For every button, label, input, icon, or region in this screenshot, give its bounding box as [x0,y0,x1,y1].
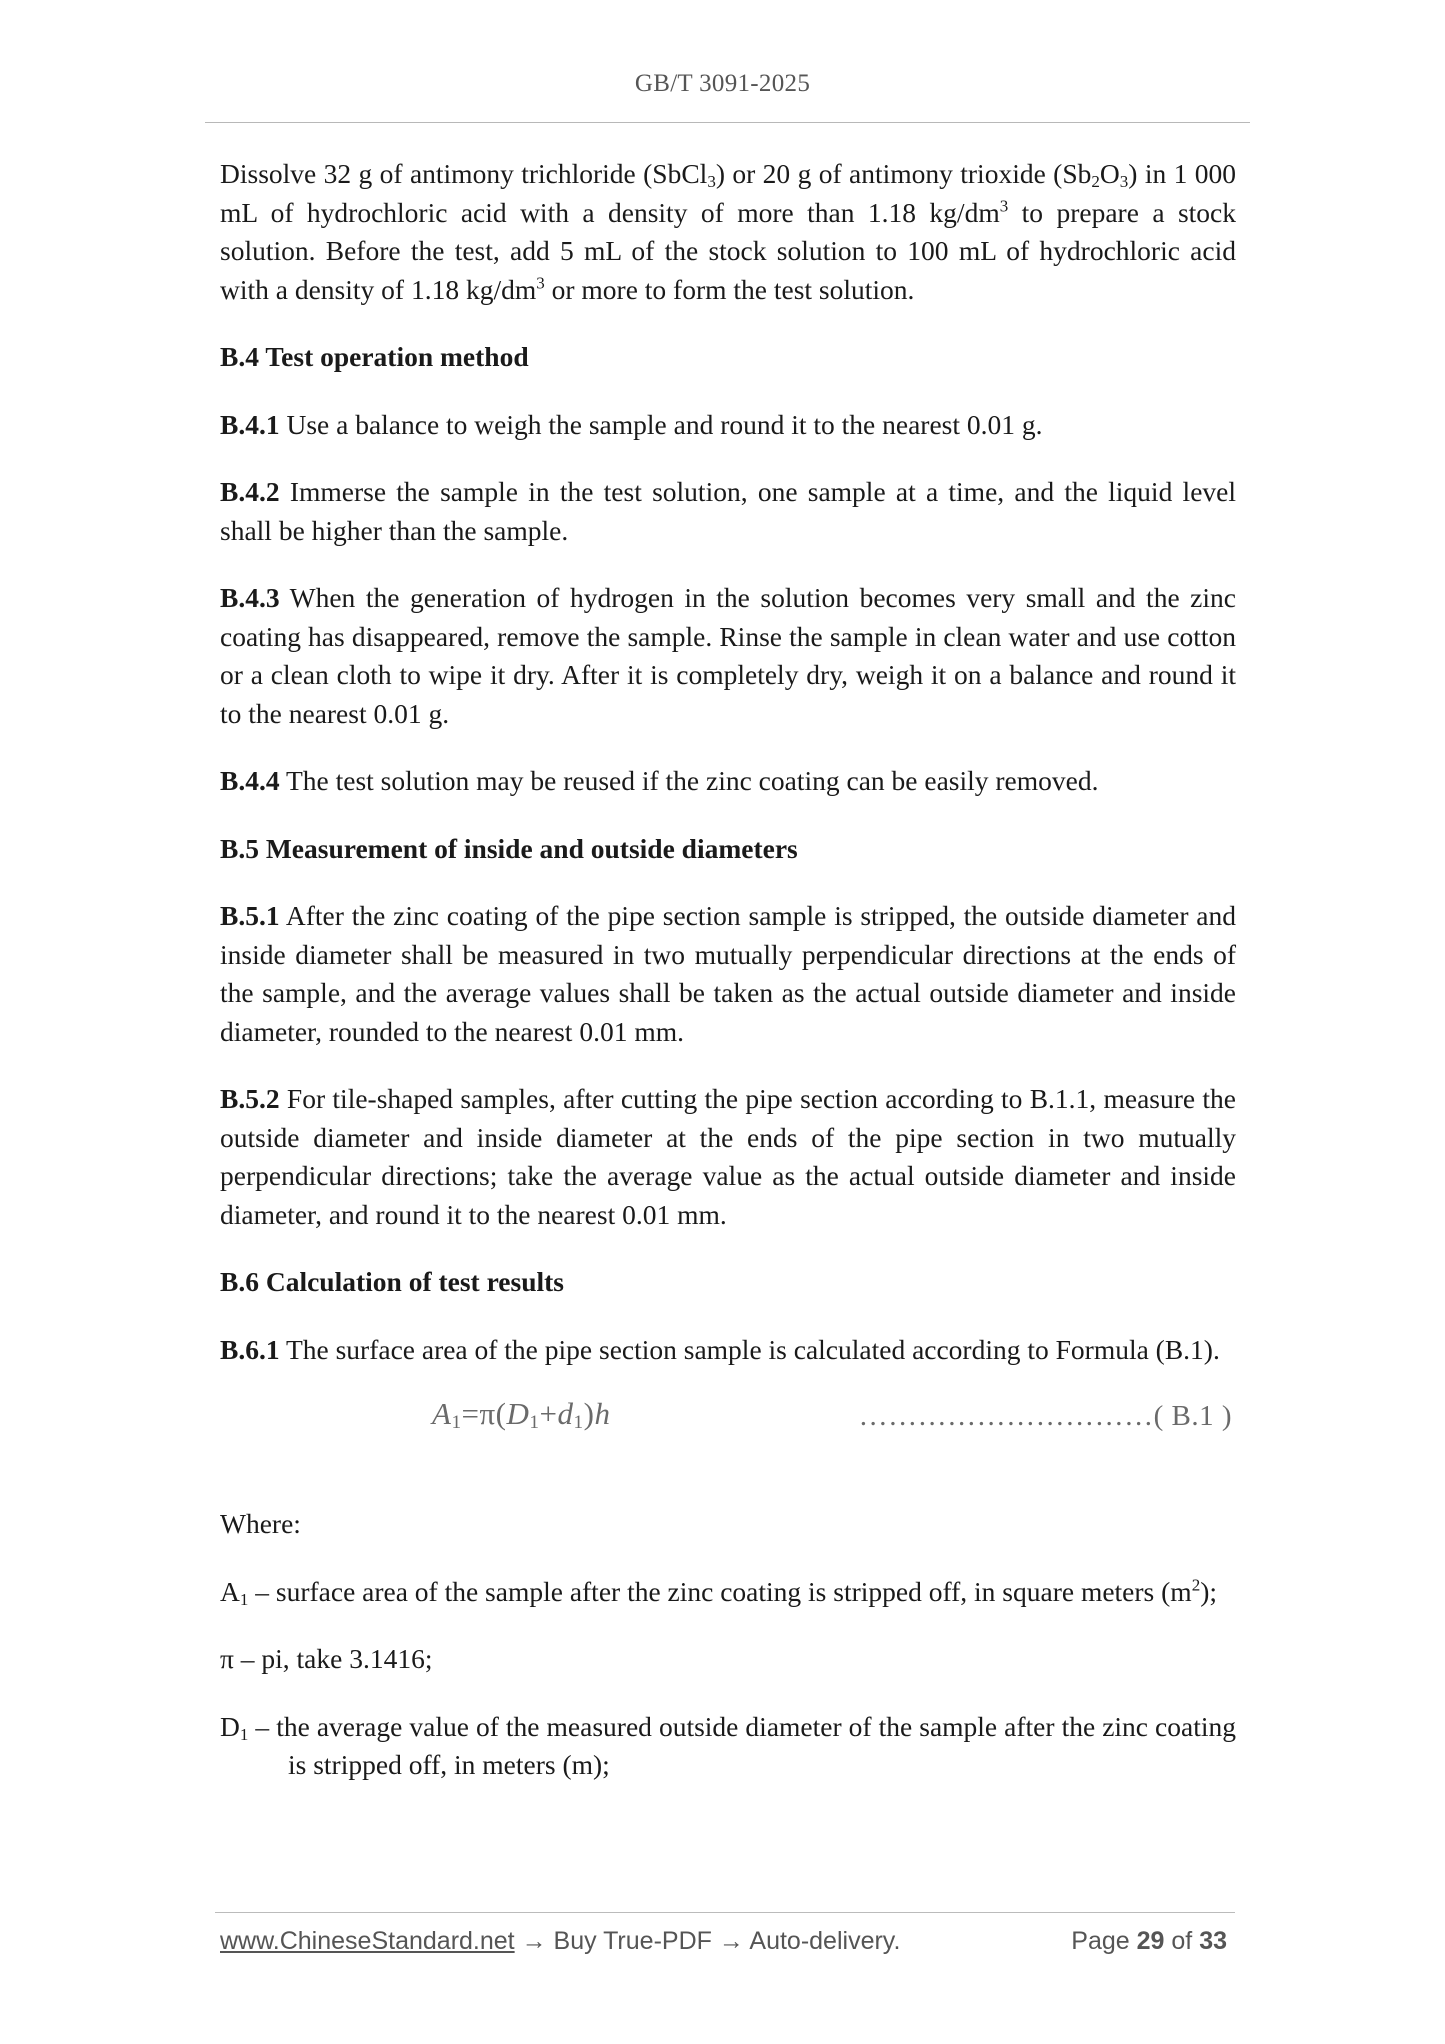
formula-symbol: h [594,1396,611,1431]
text-run: to prepare a stock solution. Before the test, add 5 mL of the stock solution to 100 mL of hydrochloric acid with a density of 1.18 kg/dm [220,196,1236,305]
definition-text: – the average value of the measured outside diameter of the sample after the zinc coating is stripped off, in meters (m); [248,1710,1236,1780]
formula-expression [432,1395,610,1434]
superscript: 3 [536,272,545,292]
clause-number: B.6.1 [220,1333,280,1365]
text-run: Dissolve 32 g of antimony trichloride (SbCl [220,158,708,189]
footer-promo-text: → Buy True-PDF → Auto-delivery. [514,1927,901,1955]
definition-pi: π – pi, take 3.1416; [220,1643,433,1674]
subscript: 3 [707,171,716,191]
of-label: of [1164,1927,1200,1955]
subscript: 3 [1119,171,1129,191]
text-run: O [1099,158,1120,189]
definition-symbol: A [220,1575,240,1607]
footer-promo [220,1927,900,1956]
clause-b4-1 [220,406,1236,445]
subscript: 1 [239,1724,249,1744]
clause-b4-3 [220,579,1236,733]
definition-text: – surface area of the sample after the zinc coating is stripped off, in square meters (m [248,1575,1192,1607]
formula-symbol: A [432,1396,452,1431]
clause-text: The test solution may be reused if the zinc coating can be easily removed. [279,765,1099,796]
page-number [1071,1927,1227,1956]
definition-symbol: D [220,1710,240,1742]
where-label: Where: [220,1508,301,1539]
clause-text: Use a balance to weigh the sample and round it to the nearest 0.01 g. [279,408,1043,440]
current-page: 29 [1136,1927,1165,1955]
clause-b4-2 [220,473,1236,550]
definition-a1 [220,1573,1236,1612]
formula-subscript: 1 [451,1412,462,1434]
definition-text: ); [1200,1575,1218,1607]
footer-divider [215,1912,1235,1913]
page-header-standard-id: GB/T 3091-2025 [634,70,811,97]
section-heading-b4: B.4 Test operation method [220,341,529,372]
text-run: ) or 20 g of antimony trioxide (Sb [715,158,1092,189]
clause-text: After the zinc coating of the pipe section sample is stripped, the outside diameter and inside diameter shall be measured in two mutually perpendicular directions at the ends of the sample, and the average values shall be taken as the actual outside diameter and inside diameter, rounded to the nearest 0.01 mm. [220,900,1236,1047]
formula-reference-number: …………………………( B.1 ) [858,1400,1232,1432]
document-body [220,155,1236,1814]
formula-subscript: 1 [529,1412,540,1434]
clause-b4-4 [220,762,1236,801]
subscript: 2 [1091,171,1100,191]
clause-text: The surface area of the pipe section sample is calculated according to Formula (B.1). [279,1333,1220,1365]
formula-symbol: d [557,1396,574,1431]
total-pages: 33 [1199,1927,1227,1955]
formula-operator: =π( [461,1396,507,1431]
formula-operator: + [539,1396,558,1431]
formula-subscript: 1 [573,1412,584,1434]
formula-symbol: D [506,1396,530,1431]
superscript: 2 [1191,1574,1201,1594]
clause-b6-1 [220,1331,1236,1370]
clause-b5-1 [220,897,1236,1051]
formula-operator: ) [583,1396,595,1431]
clause-number: B.5.2 [220,1083,280,1114]
formula-b1 [220,1395,1236,1457]
definition-d1 [220,1708,1236,1785]
header-divider [205,122,1250,123]
clause-number: B.4.1 [220,408,280,440]
clause-number: B.4.4 [220,765,280,796]
clause-text: When the generation of hydrogen in the solution becomes very small and the zinc coating has disappeared, remove the sample. Rinse the sample in clean water and use cotton or a clean cloth to wipe it dry. After it is completely dry, weigh it on a balance and round it to the nearest 0.01 g. [220,582,1236,729]
subscript: 1 [239,1589,249,1609]
clause-number: B.4.2 [220,476,280,507]
clause-text: For tile-shaped samples, after cutting the pipe section according to B.1.1, measure the outside diameter and inside diameter at the ends of the pipe section in two mutually perpendicular directions; take the average value as the actual outside diameter and inside diameter, and round it to the nearest 0.01 mm. [220,1083,1236,1230]
text-run: ) in 1 000 mL of hydrochloric acid with a density of more than 1.18 kg/dm [220,158,1236,228]
clause-text: Immerse the sample in the test solution, one sample at a time, and the liquid level shall be higher than the sample. [220,476,1236,546]
page-label: Page [1071,1927,1137,1955]
clause-number: B.5.1 [220,900,280,931]
text-run: or more to form the test solution. [544,273,915,305]
section-heading-b6: B.6 Calculation of test results [220,1266,564,1297]
superscript: 3 [999,195,1009,215]
stock-solution-paragraph [220,155,1236,309]
clause-number: B.4.3 [220,582,280,613]
footer-website-link[interactable]: www.ChineseStandard.net [220,1927,515,1955]
section-heading-b5: B.5 Measurement of inside and outside diameters [220,832,798,864]
clause-b5-2 [220,1080,1236,1234]
